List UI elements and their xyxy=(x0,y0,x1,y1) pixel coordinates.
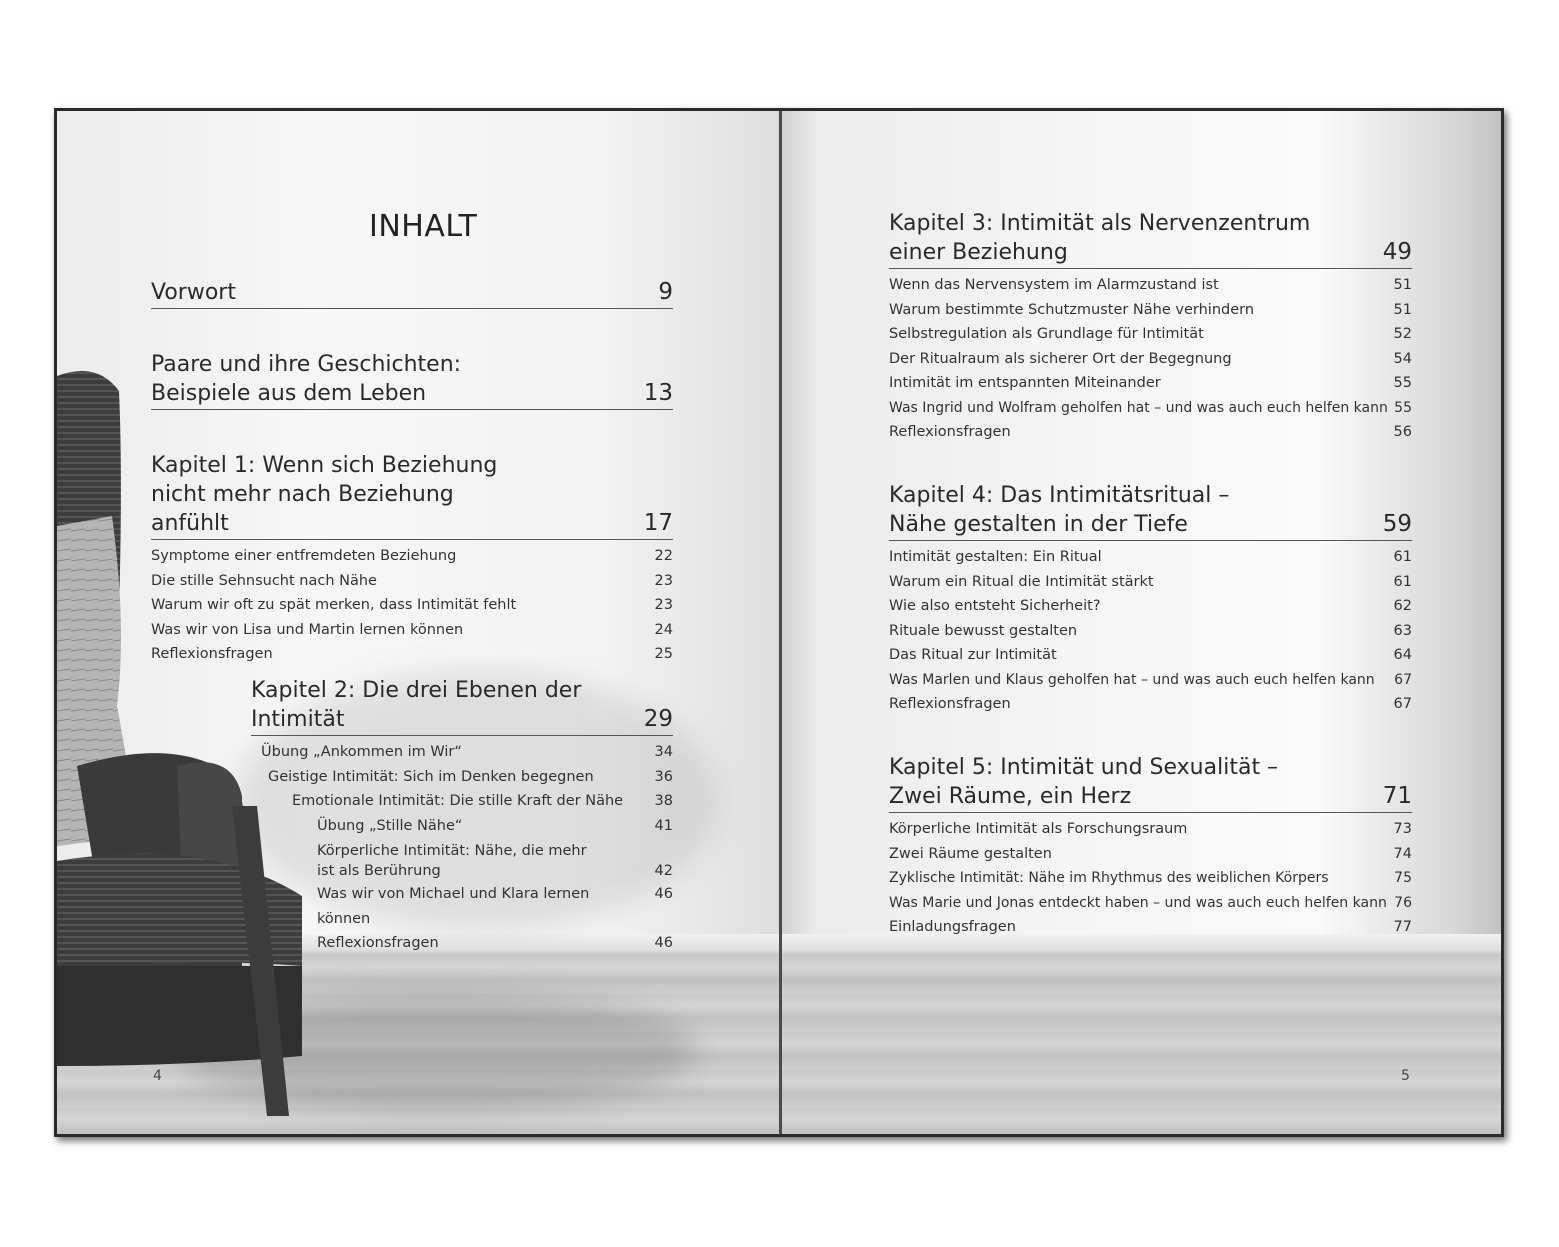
toc-chapter-title-line2: Nähe gestalten in der Tiefe xyxy=(889,512,1188,537)
toc-entry-title: Was wir von Lisa und Martin lernen können xyxy=(151,621,464,638)
toc-entry[interactable] xyxy=(889,643,1412,668)
toc-chapter-head[interactable] xyxy=(889,209,1412,269)
toc-entry[interactable] xyxy=(889,545,1412,570)
toc-chapter-title-line1: Kapitel 3: Intimität als Nervenzentrum xyxy=(889,211,1311,236)
toc-entry-title: Rituale bewusst gestalten xyxy=(889,622,1078,639)
toc-entry-page: 64 xyxy=(1393,647,1412,663)
toc-chapter-head[interactable] xyxy=(151,350,673,410)
toc-entry[interactable] xyxy=(889,371,1412,396)
book-gutter xyxy=(779,111,782,1134)
toc-entry-title: Warum bestimmte Schutzmuster Nähe verhindern xyxy=(889,301,1255,318)
page-number: 5 xyxy=(1401,1068,1410,1084)
toc-kapitel-3 xyxy=(889,209,1412,445)
toc-entry-title: Reflexionsfragen xyxy=(317,935,439,951)
toc-entry-page: 54 xyxy=(1393,350,1412,367)
toc-entry-title: Was Ingrid und Wolfram geholfen hat – und was auch euch helfen kann xyxy=(889,399,1388,416)
toc-entry-page: 25 xyxy=(654,646,673,662)
toc-entry-title: Reflexionsfragen xyxy=(889,424,1011,440)
toc-entry-title: Was Marie und Jonas entdeckt haben – und was auch euch helfen kann xyxy=(889,894,1387,911)
toc-entry-page: 56 xyxy=(1393,424,1412,440)
toc-entry-title: Intimität im entspannten Miteinander xyxy=(889,375,1161,391)
toc-entry-page: 23 xyxy=(654,572,673,589)
toc-entry-page: 67 xyxy=(1394,671,1412,688)
toc-chapter-page: 17 xyxy=(643,510,673,536)
toc-chapter-title-line1: Kapitel 5: Intimität und Sexualität – xyxy=(889,755,1279,780)
toc-entry-page: 23 xyxy=(654,597,673,613)
toc-entry-title: Intimität gestalten: Ein Ritual xyxy=(889,549,1102,565)
toc-entry-title: Selbstregulation als Grundlage für Intimität xyxy=(889,326,1204,342)
toc-chapter-head[interactable] xyxy=(889,481,1412,541)
toc-entry-title: Zwei Räume gestalten xyxy=(889,845,1052,862)
toc-entry[interactable] xyxy=(292,789,673,814)
wooden-floor xyxy=(782,956,1501,1134)
toc-entry-page: 46 xyxy=(654,886,673,902)
toc-entry[interactable] xyxy=(317,931,673,956)
toc-entry-title: Körperliche Intimität: Nähe, die mehr ist als Berührung xyxy=(317,843,587,879)
toc-entry[interactable] xyxy=(889,866,1412,891)
toc-chapter-page: 71 xyxy=(1382,783,1412,809)
toc-entry-page: 61 xyxy=(1393,549,1412,565)
toc-chapter-page: 9 xyxy=(658,279,673,305)
toc-chapter-head[interactable] xyxy=(151,278,673,309)
toc-entry-title: Geistige Intimität: Sich im Denken begegnen xyxy=(268,768,594,785)
toc-entry[interactable] xyxy=(889,347,1412,372)
toc-heading: INHALT xyxy=(369,209,478,244)
toc-entry[interactable] xyxy=(151,544,673,569)
toc-entry[interactable] xyxy=(889,891,1412,916)
toc-chapter-title-line1: Kapitel 4: Das Intimitätsritual – xyxy=(889,483,1230,508)
toc-entry-page: 63 xyxy=(1393,622,1412,639)
toc-entry-page: 77 xyxy=(1393,919,1412,935)
toc-entry-title: Wie also entsteht Sicherheit? xyxy=(889,598,1101,614)
toc-entry-page: 51 xyxy=(1393,277,1412,293)
toc-entry-page: 38 xyxy=(654,793,673,809)
toc-entry-page: 55 xyxy=(1393,375,1412,391)
toc-entry-page: 74 xyxy=(1393,845,1412,862)
toc-entry-title: Symptome einer entfremdeten Beziehung xyxy=(151,548,457,564)
toc-entry[interactable] xyxy=(889,322,1412,347)
book-spread xyxy=(54,108,1504,1137)
toc-chapter-title-line2: einer Beziehung xyxy=(889,240,1068,265)
toc-paare[interactable] xyxy=(151,350,673,410)
toc-kapitel-2 xyxy=(251,676,673,956)
toc-chapter-page: 13 xyxy=(643,380,673,406)
toc-entry[interactable] xyxy=(889,298,1412,323)
toc-entry[interactable] xyxy=(889,570,1412,595)
toc-kapitel-1 xyxy=(151,451,673,667)
toc-entry[interactable] xyxy=(889,668,1412,693)
toc-chapter-page: 49 xyxy=(1382,239,1412,265)
toc-entry-page: 22 xyxy=(654,548,673,564)
toc-entry-title: Was Marlen und Klaus geholfen hat – und was auch euch helfen kann xyxy=(889,671,1375,688)
toc-entry-page: 67 xyxy=(1393,696,1412,712)
toc-entry-title: Emotionale Intimität: Die stille Kraft der Nähe xyxy=(292,793,624,809)
toc-entry[interactable] xyxy=(317,814,673,839)
toc-entry-title: Einladungsfragen xyxy=(889,919,1016,935)
toc-entry-title: Zyklische Intimität: Nähe im Rhythmus des weiblichen Körpers xyxy=(889,870,1329,886)
toc-vorwort[interactable] xyxy=(151,278,673,309)
toc-entry-page: 75 xyxy=(1394,870,1412,886)
toc-entry-title: Warum ein Ritual die Intimität stärkt xyxy=(889,573,1154,590)
toc-entry-title: Die stille Sehnsucht nach Nähe xyxy=(151,572,377,589)
toc-entry-title: Warum wir oft zu spät merken, dass Intimität fehlt xyxy=(151,597,517,613)
toc-chapter-title: Kapitel 1: Wenn sich Beziehung nicht mehr nach Beziehung anfühlt xyxy=(151,453,498,536)
toc-entry-title: Körperliche Intimität als Forschungsraum xyxy=(889,821,1188,837)
toc-entry[interactable] xyxy=(889,842,1412,867)
toc-entry[interactable] xyxy=(889,420,1412,445)
toc-entry[interactable] xyxy=(889,915,1412,940)
toc-entry-page: 36 xyxy=(654,768,673,785)
toc-kapitel-4 xyxy=(889,481,1412,717)
toc-entry-title: Übung „Ankommen im Wir“ xyxy=(261,744,462,760)
toc-entry-title: Das Ritual zur Intimität xyxy=(889,647,1057,663)
toc-entry-title: Übung „Stille Nähe“ xyxy=(317,817,463,834)
toc-entry-page: 34 xyxy=(654,744,673,760)
toc-entry[interactable] xyxy=(317,838,673,882)
toc-entry[interactable] xyxy=(151,618,673,643)
toc-entry-page: 62 xyxy=(1393,598,1412,614)
toc-entry-title: Reflexionsfragen xyxy=(151,646,273,662)
page-number: 4 xyxy=(153,1068,162,1084)
toc-entry[interactable] xyxy=(261,740,673,765)
toc-entry[interactable] xyxy=(889,396,1412,421)
left-page xyxy=(57,111,782,1134)
toc-entry[interactable] xyxy=(151,569,673,594)
toc-chapter-page: 29 xyxy=(643,706,673,732)
toc-chapter-head[interactable] xyxy=(251,676,673,736)
toc-entry[interactable] xyxy=(151,593,673,618)
toc-entry[interactable] xyxy=(317,882,673,931)
toc-chapter-title: Vorwort xyxy=(151,280,236,305)
toc-entry[interactable] xyxy=(889,692,1412,717)
toc-chapter-page: 59 xyxy=(1382,511,1412,537)
toc-entry[interactable] xyxy=(889,594,1412,619)
toc-entry-page: 52 xyxy=(1393,326,1412,342)
toc-chapter-title-line2: Zwei Räume, ein Herz xyxy=(889,784,1132,809)
toc-entry[interactable] xyxy=(268,765,673,790)
toc-kapitel-5 xyxy=(889,753,1412,940)
toc-chapter-title: Kapitel 2: Die drei Ebenen der Intimität xyxy=(251,678,582,732)
toc-entry[interactable] xyxy=(889,619,1412,644)
toc-entry[interactable] xyxy=(889,273,1412,298)
toc-entry-page: 51 xyxy=(1393,301,1412,318)
toc-entry-page: 73 xyxy=(1393,821,1412,837)
right-page xyxy=(782,111,1501,1134)
toc-entry-title: Reflexionsfragen xyxy=(889,696,1011,712)
toc-entry-page: 55 xyxy=(1394,399,1412,416)
toc-entry[interactable] xyxy=(151,642,673,667)
toc-entry-page: 46 xyxy=(654,935,673,951)
toc-entry-page: 61 xyxy=(1393,573,1412,590)
toc-entry-page: 76 xyxy=(1394,894,1412,911)
toc-entry-title: Wenn das Nervensystem im Alarmzustand ist xyxy=(889,277,1219,293)
toc-entry-page: 42 xyxy=(654,863,673,879)
toc-entry[interactable] xyxy=(889,817,1412,842)
toc-entry-page: 41 xyxy=(654,817,673,834)
toc-chapter-head[interactable] xyxy=(151,451,673,540)
toc-entry-title: Was wir von Michael und Klara lernen können xyxy=(317,886,590,927)
toc-chapter-title: Paare und ihre Geschichten: Beispiele aus dem Leben xyxy=(151,352,462,406)
toc-chapter-head[interactable] xyxy=(889,753,1412,813)
toc-entry-page: 24 xyxy=(654,621,673,638)
toc-entry-title: Der Ritualraum als sicherer Ort der Begegnung xyxy=(889,350,1232,367)
